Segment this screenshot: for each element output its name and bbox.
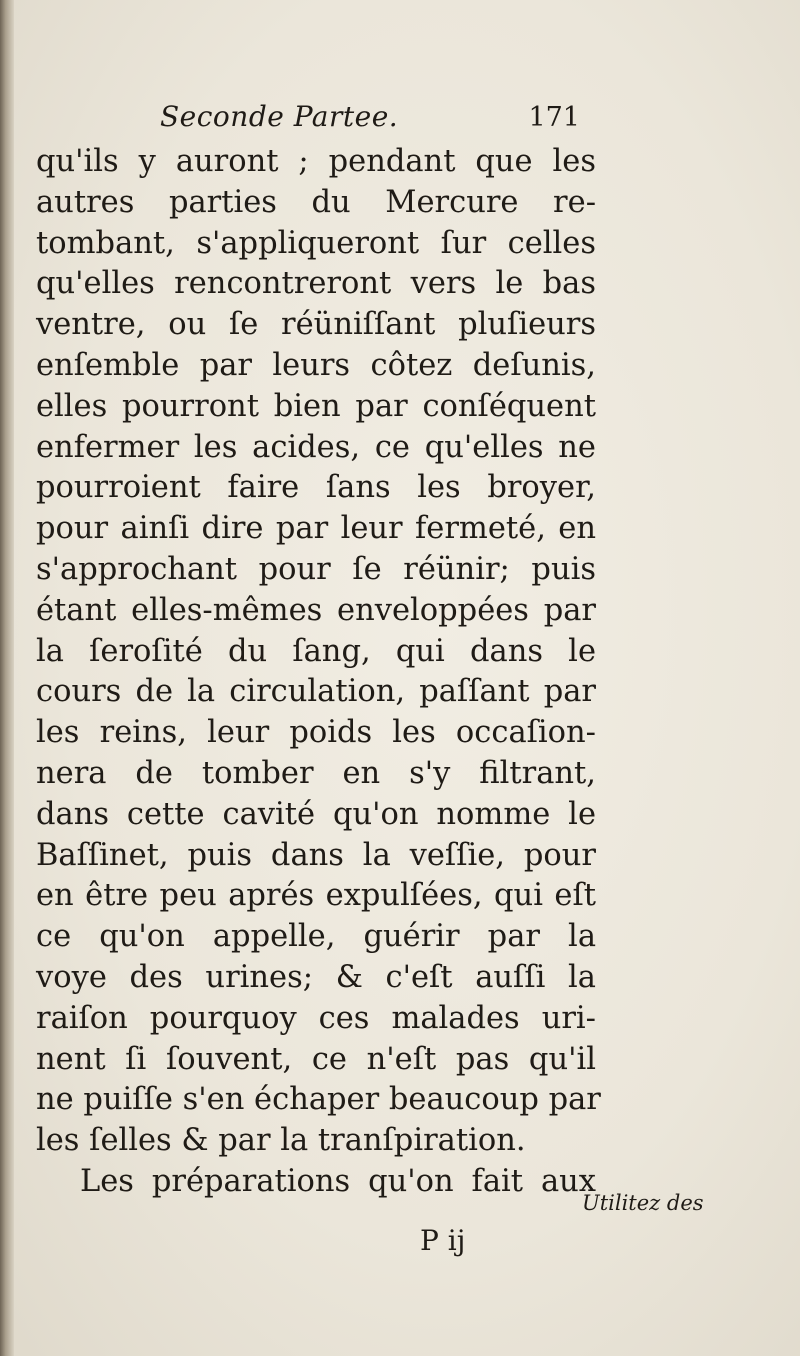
text-line: ventre, ou ſe réüniſſant pluſieurs (36, 307, 596, 343)
text-line: cours de la circulation, paſſant par (36, 674, 596, 710)
text-line: les ſelles & par la tranſpiration. (36, 1123, 526, 1159)
signature-mark: P ij (420, 1224, 466, 1257)
body-text (36, 142, 601, 1203)
text-line: dans cette cavité qu'on nomme le (36, 796, 596, 832)
text-line: voye des urines; & c'eſt auſſi la (36, 959, 596, 995)
page-header (160, 100, 580, 140)
text-line: ne puiſſe s'en échaper beaucoup par (36, 1082, 601, 1118)
text-line: Baſſinet, puis dans la veſſie, pour (36, 837, 596, 873)
running-head: Seconde Partee. (160, 100, 399, 133)
text-line: raiſon pourquoy ces malades uri- (36, 1000, 596, 1036)
text-line: pour ainſi dire par leur fermeté, en (36, 511, 596, 547)
text-line: elles pourront bien par conſéquent (36, 388, 596, 424)
text-line: la ſeroſité du ſang, qui dans le (36, 633, 596, 669)
page-number: 171 (528, 102, 580, 133)
text-line: enſemble par leurs côtez deſunis, (36, 347, 596, 383)
text-line: tombant, s'appliqueront ſur celles (36, 225, 596, 261)
text-line: étant elles-mêmes enveloppées par (36, 592, 596, 628)
text-line: autres parties du Mercure re- (36, 184, 596, 220)
page-binding-edge (0, 0, 14, 1356)
text-line: qu'elles rencontreront vers le bas (36, 266, 596, 302)
text-line: nera de tomber en s'y filtrant, (36, 755, 596, 791)
margin-note: Utilitez des (582, 1191, 704, 1215)
text-line: enfermer les acides, ce qu'elles ne (36, 429, 596, 465)
text-line: pourroient faire ſans les broyer, (36, 470, 596, 506)
text-line: les reins, leur poids les occaſion- (36, 715, 596, 751)
text-line: Les préparations qu'on fait aux (80, 1163, 596, 1199)
text-line: qu'ils y auront ; pendant que les (36, 144, 596, 179)
text-line: en être peu aprés expulſées, qui eſt (36, 878, 596, 914)
text-line: s'approchant pour ſe réünir; puis (36, 551, 596, 587)
text-line: nent ſi ſouvent, ce n'eſt pas qu'il (36, 1041, 596, 1077)
text-line: ce qu'on appelle, guérir par la (36, 919, 596, 955)
